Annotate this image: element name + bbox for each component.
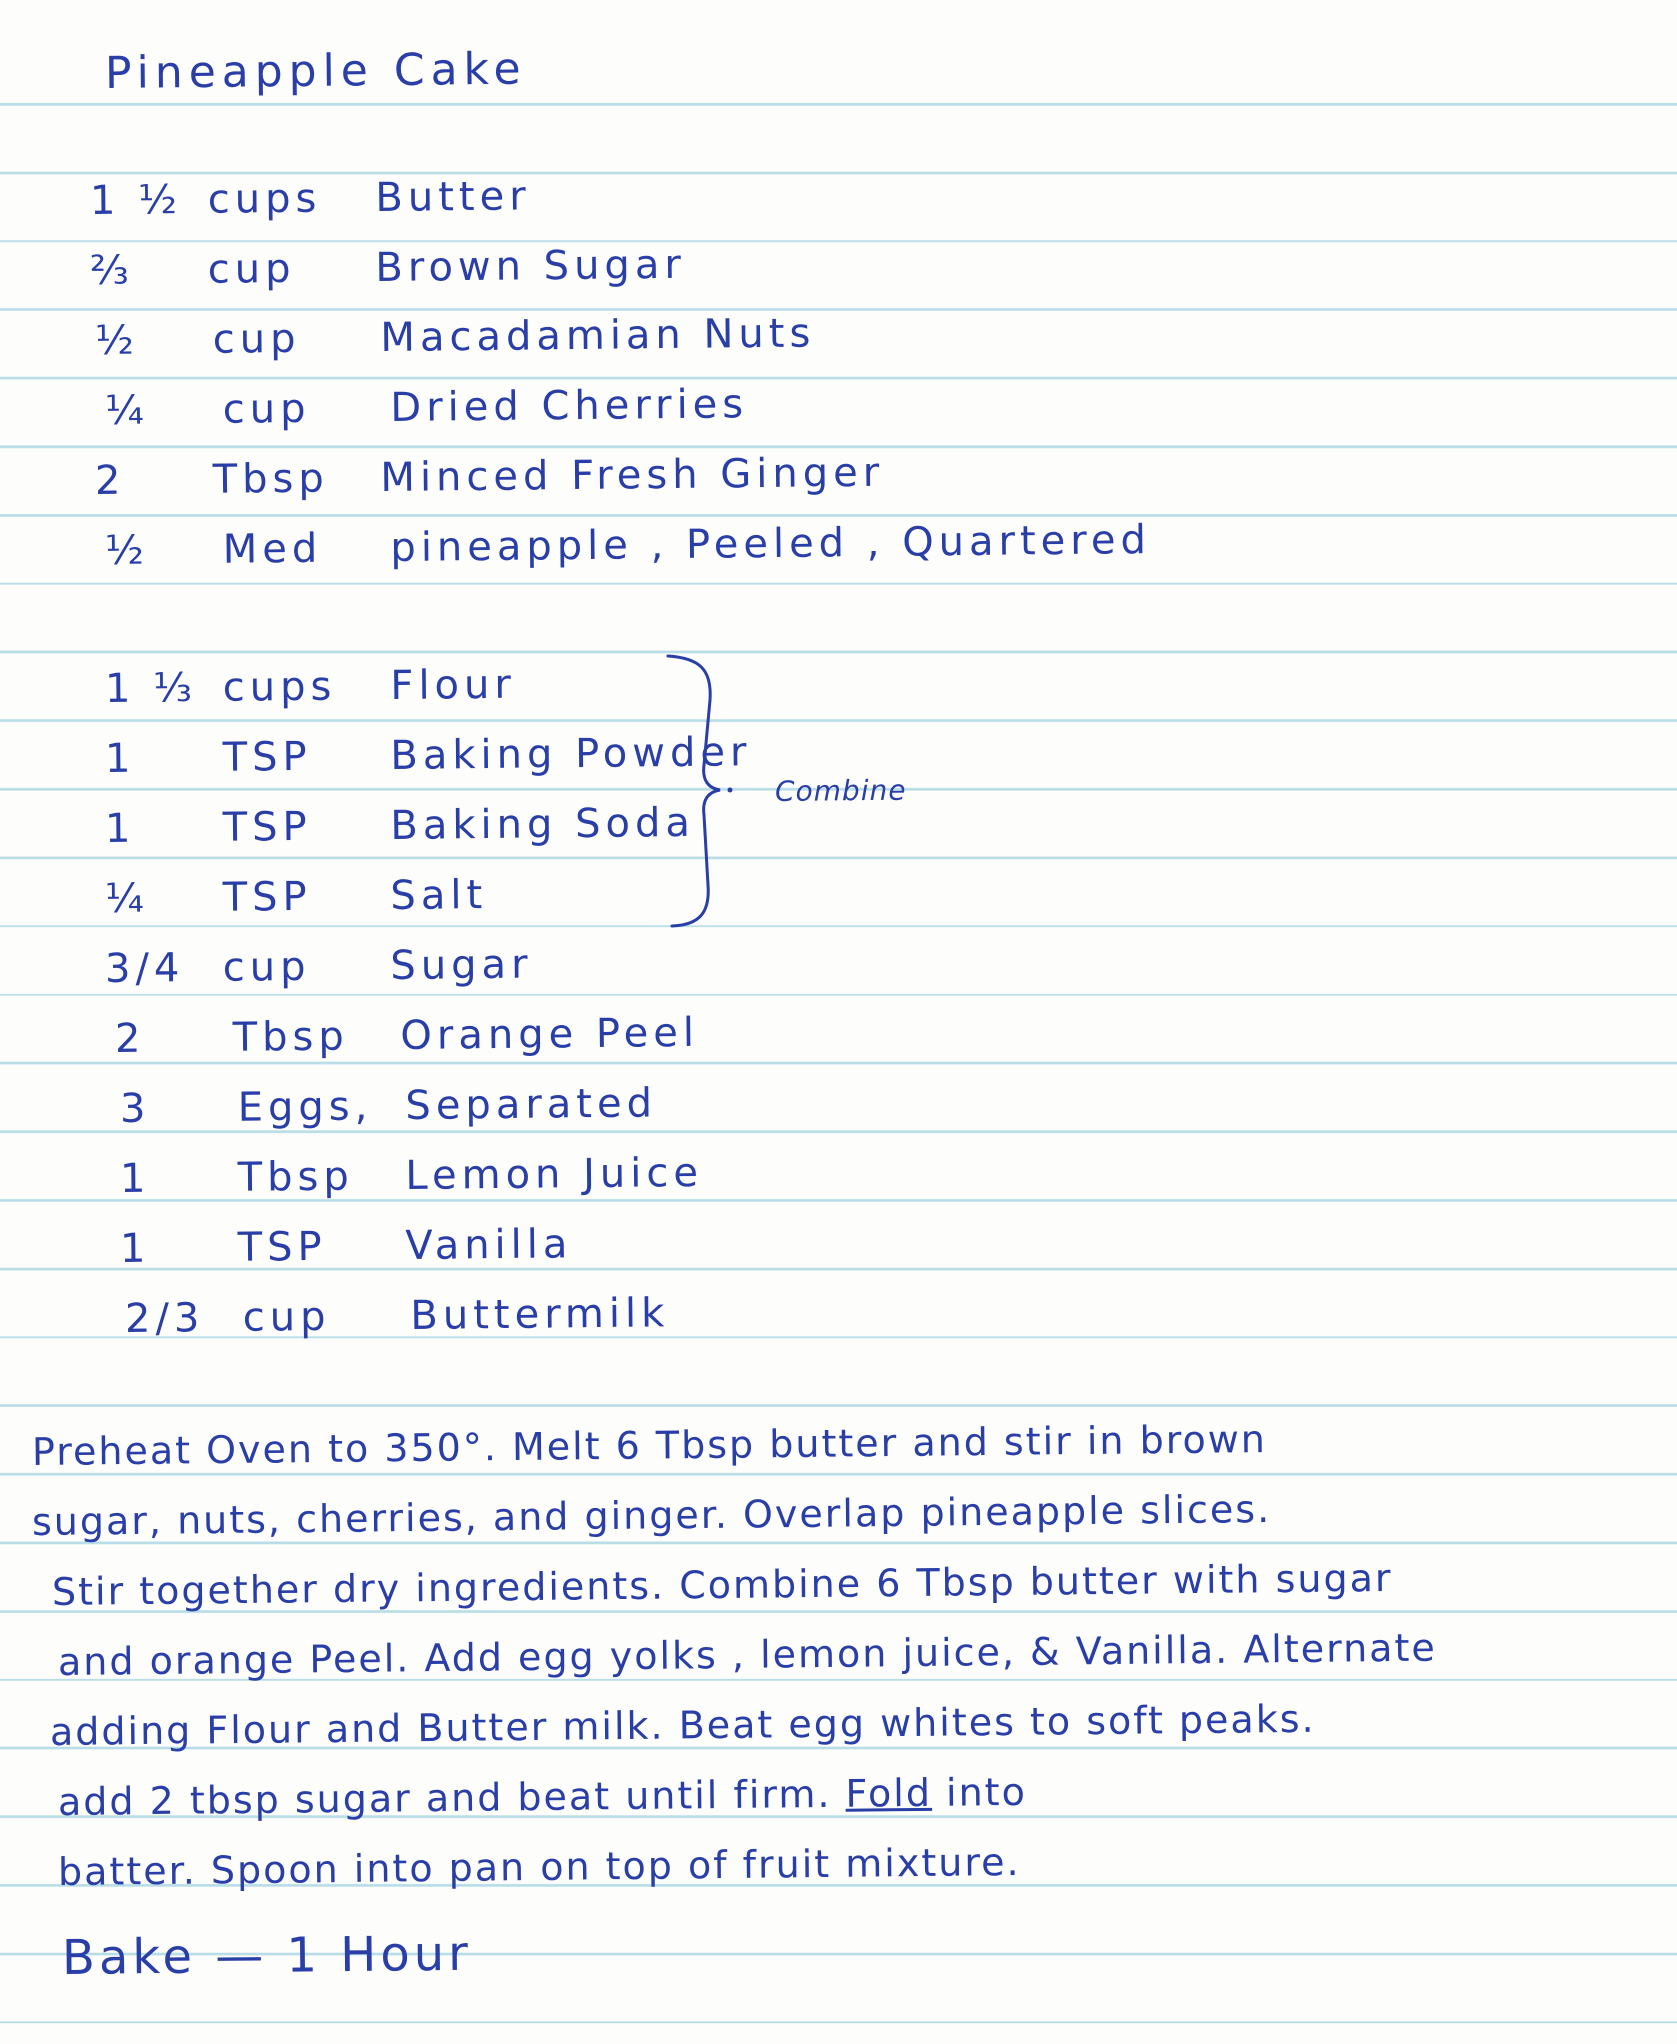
instruction-text: add 2 tbsp sugar and beat until firm. [57,1771,846,1824]
bake-time-note: Bake — 1 Hour [61,1925,473,1986]
ingredient-name: Orange Peel [400,1009,700,1060]
ingredient-quantity: 2 [94,457,126,504]
instruction-line: batter. Spoon into pan on top of fruit mixture. [57,1839,1021,1894]
ingredient-line [90,173,531,224]
instruction-line: Preheat Oven to 350°. Melt 6 Tbsp butter and stir in brown [31,1417,1268,1474]
instruction-line: Stir together dry ingredients. Combine 6 Tbsp butter with sugar [51,1555,1393,1614]
ingredient-name: Baking Soda [390,799,696,850]
ingredient-unit: Tbsp [237,1153,355,1201]
ingredient-line [105,942,533,992]
ingredient-name: Salt [390,871,488,920]
ingredient-quantity: 2/3 [124,1295,205,1342]
ingredient-quantity: 1 [119,1155,151,1202]
ingredient-line [95,310,816,364]
ingredient-quantity: 1 ½ [89,177,183,224]
ingredient-line [105,662,516,712]
ingredient-name: Sugar [390,941,533,990]
ingredient-unit: TSP [222,733,312,781]
ingredient-unit: TSP [222,803,312,851]
instruction-line: and orange Peel. Add egg yolks , lemon juice, & Vanilla. Alternate [57,1625,1437,1684]
ingredient-line [105,381,749,434]
ingredient-name: Brown Sugar [375,241,687,292]
instruction-line: adding Flour and Butter milk. Beat egg whites to soft peaks. [49,1696,1316,1754]
ingredient-unit: cup [212,315,301,363]
ingredient-name: Separated [405,1080,658,1130]
ingredient-unit: cups [222,663,337,711]
ingredient-quantity: 1 [104,805,136,852]
ingredient-quantity: 1 ⅓ [104,665,198,712]
ingredient-unit: Eggs, [237,1083,373,1131]
ingredient-line [105,517,1151,574]
ingredient-unit: Tbsp [232,1013,350,1061]
ingredient-line [105,800,695,852]
instruction-text: into [931,1769,1028,1815]
ingredient-quantity: 1 [119,1225,151,1272]
ingredient-line [115,1010,699,1062]
ingredient-name: Minced Fresh Ginger [380,449,885,502]
ingredient-quantity: ½ [94,317,140,364]
ingredient-quantity: 3 [119,1085,151,1132]
ingredient-line [120,1221,573,1272]
ingredient-unit: Tbsp [212,455,330,503]
ingredient-name: Baking Powder [390,729,752,780]
ingredient-unit: cup [222,385,311,433]
ingredient-name: Butter [375,173,531,222]
ingredient-unit: cup [207,245,296,293]
ingredient-name: Vanilla [405,1221,573,1270]
ingredient-unit: cup [242,1293,331,1341]
ingredient-line [90,242,686,294]
ingredient-quantity: 1 [104,735,136,782]
ingredient-quantity: ¼ [104,387,150,434]
ingredient-unit: TSP [222,873,312,921]
ingredient-unit: cups [207,175,322,223]
instruction-line [58,1770,1027,1824]
ingredient-line [105,729,752,782]
fold-underlined-word: Fold [845,1770,933,1816]
ingredient-unit: Med [222,525,323,573]
ingredient-name: Buttermilk [410,1290,670,1340]
ingredient-line [120,1080,657,1132]
ingredient-quantity: ⅔ [89,247,135,294]
recipe-title: Pineapple Cake [104,43,527,99]
ingredient-line [95,450,885,504]
ingredient-name: pineapple , Peeled , Quartered [390,517,1152,572]
ingredient-quantity: ½ [104,527,150,574]
ingredient-line [105,872,488,922]
ingredient-unit: cup [222,943,311,991]
ingredient-name: Macadamian Nuts [380,310,816,362]
ingredient-line [120,1150,703,1202]
ingredient-quantity: 2 [114,1015,146,1062]
bracket-icon [660,650,740,930]
ingredient-name: Flour [390,661,517,710]
instruction-line: sugar, nuts, cherries, and ginger. Overlap pineapple slices. [31,1487,1272,1544]
combine-note: Combine [774,773,907,808]
ingredient-quantity: ¼ [104,875,150,922]
ingredient-name: Dried Cherries [390,381,749,432]
ingredient-quantity: 3/4 [104,945,185,992]
ingredient-line [125,1290,670,1342]
ingredient-unit: TSP [237,1223,327,1271]
ingredient-name: Lemon Juice [405,1149,704,1200]
